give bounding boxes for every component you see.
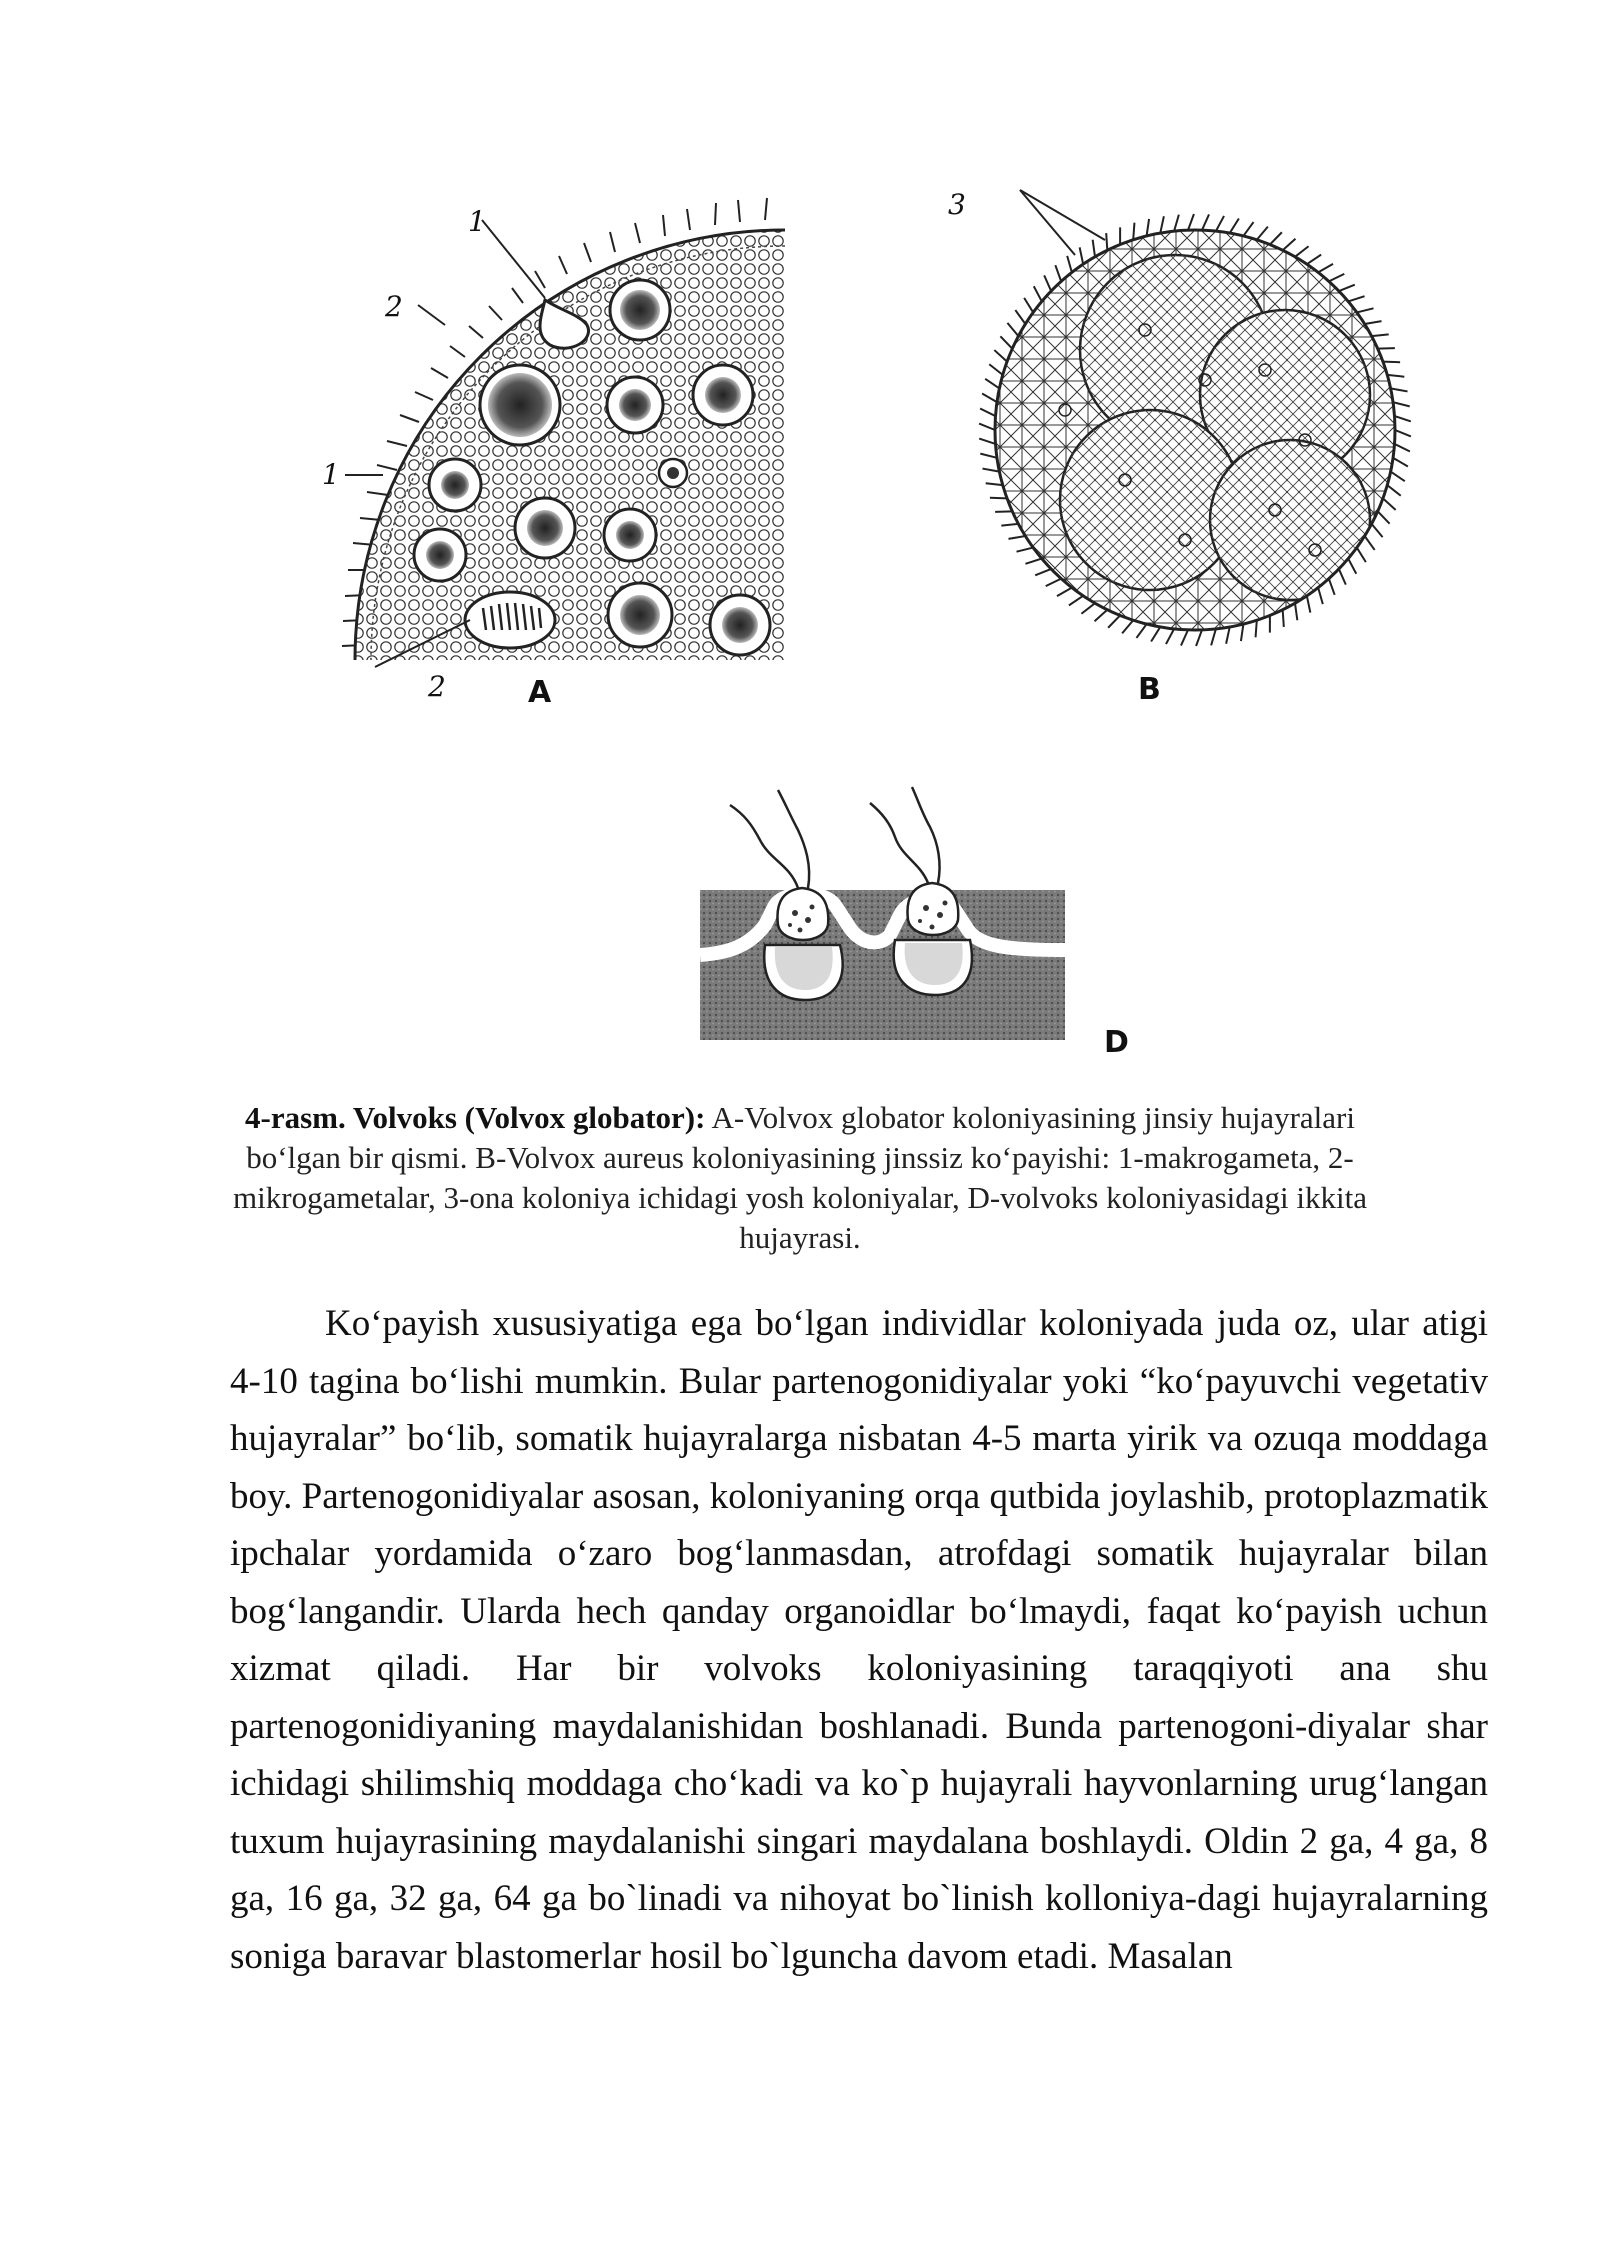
cilium [1044,275,1051,291]
cilium [979,424,995,430]
cilium [1307,255,1321,265]
cilium [1295,603,1297,620]
cilium [1034,286,1042,301]
cilium [1136,624,1146,638]
cilium [1372,334,1389,336]
cilium [1035,569,1051,575]
cilium [1069,596,1083,606]
cilium [994,350,1007,362]
cilium [1000,336,1012,348]
cilium [1348,559,1356,574]
cilium [1106,233,1107,250]
cilium [1226,627,1230,644]
cilium [1108,615,1120,627]
cilium [1196,630,1202,646]
cilium [1318,588,1323,605]
cilium [1348,296,1364,301]
cilium [1024,298,1033,313]
cilium [979,439,995,444]
cilium [1329,274,1344,281]
cilium [1391,472,1405,482]
cilium [1283,610,1284,627]
cilium [1387,485,1401,496]
cilium [1357,308,1374,312]
cilium [1174,215,1179,231]
cilium [1257,227,1268,240]
cilium [1007,323,1018,336]
cilium [1372,524,1383,537]
cilium [1160,216,1164,233]
label-2-bottom: 2 [428,670,446,703]
cilium [1357,548,1366,563]
cilium [1241,624,1243,641]
cilium [1295,246,1309,257]
cilium [1122,620,1133,633]
caption-title: 4-rasm. Volvoks (Volvox globator): [245,1100,706,1135]
cilium [1211,629,1216,645]
cilium [990,498,1007,499]
cilium [980,454,997,458]
cilium [1017,548,1034,552]
cilium [1057,588,1072,597]
cilium [1055,265,1061,281]
cilium [1216,216,1224,231]
cilium [1393,458,1408,467]
cilium [1243,222,1253,236]
cilium [980,408,995,416]
cilium [1008,536,1025,539]
cilium [1307,596,1311,613]
cilium [1067,256,1072,273]
cilium [1395,430,1411,436]
cilium [985,379,999,389]
cilium [989,364,1003,375]
panel-d-letter: D [1104,1025,1129,1060]
cilium [982,469,999,472]
cilium [1395,416,1411,421]
cilium [1015,310,1025,324]
cilium [1166,629,1174,644]
label-1-left: 1 [322,458,340,491]
cilium [1391,388,1408,391]
body-paragraph: Ko‘payish xususiyatiga ega bo‘lgan individlar koloniyada juda oz, ular atigi 4-10 tagina bo‘lishi mumkin. Bular partenogonidiyalar yoki “ko‘payuvchi vegetativ hujayralar” bo‘lib, somatik hujayralarga nisbatan 4-5 marta yirik va ozuqa moddaga boy. Partenogonidiyalar asosan, koloniyaning orqa qutbida joylashib, protoplazmatik ipchalar yordamida o‘zaro bog‘lanmasdan, atrofdagi somatik hujayralar bilan bog‘langandir. Ularda hech qanday organoidlar bo‘lmaydi, faqat ko‘payish uchun xizmat qiladi. Har bir volvoks koloniyasining taraqqiyoti ana shu partenogonidiyaning maydalanishidan boshlanadi. Bunda partenogoni-diyalar shar ichidagi shilimshiq moddaga cho‘kadi va ko`p hujayrali hayvonlarning urug‘langan tuxum hujayrasining maydalanishi singari maydalana boshlaydi. Oldin 2 ga, 4 ga, 8 ga, 16 ga, 32 ga, 64 ga bo`linadi va nihoyat bo`linish kolloniya-dagi hujayralarning soniga baravar blastomerlar hosil bo`lguncha davom etadi. Masalan [230,1303,1488,1977]
cilium [1081,603,1095,614]
cilium [1365,536,1375,550]
cilium [1270,232,1282,244]
cilium [1202,214,1209,230]
figure-panel-b-drawing [945,150,1415,670]
cilium [1151,627,1160,642]
cilium [982,394,997,403]
cilium [1093,240,1095,257]
cilium [1181,630,1188,646]
cilium [1393,402,1410,406]
cilium [1230,219,1239,234]
figure-caption [200,1098,1400,1258]
cilium [986,483,1003,485]
cilium [1378,511,1390,523]
cilium [1387,375,1404,377]
caption-text: A-Volvox globator koloniyasining jinsiy hujayralari bo‘lgan bir qismi. B-Volvox aureus koloniyasining jinssiz ko‘payishi: 1-makrogameta, 2-mikrogametalar, 3-ona koloniya ichidagi yosh koloniyalar, D-volvoks koloniyasidagi ikkita hujayrasi. [233,1100,1367,1255]
cilium [1395,444,1410,452]
cilium [1365,321,1382,324]
figure-panel-a-drawing [295,150,805,680]
cilium [1383,362,1400,363]
cilium [1046,579,1061,586]
cilium [1339,285,1355,291]
label-1-top: 1 [468,205,486,238]
cilium [1318,264,1333,273]
label-2-top: 2 [385,290,403,323]
panel-b-letter: B [1138,672,1161,707]
panel-a-letter: A [528,675,552,710]
cilium [1383,498,1396,510]
cilium [1095,610,1108,621]
cilium [1339,569,1346,585]
cilium [1147,219,1149,236]
cilium [1283,239,1296,250]
cilium [1329,579,1335,595]
cilium [1256,620,1257,637]
figure-panel-d-drawing [690,785,1070,1050]
body-text [230,1295,1488,1985]
cilium [1001,524,1018,526]
cilium [1025,559,1041,564]
cilium [995,511,1012,512]
cilium [1133,223,1134,240]
cilium [1080,247,1084,264]
cilium [1378,348,1395,349]
label-3: 3 [948,188,966,221]
cilium [1188,214,1194,230]
